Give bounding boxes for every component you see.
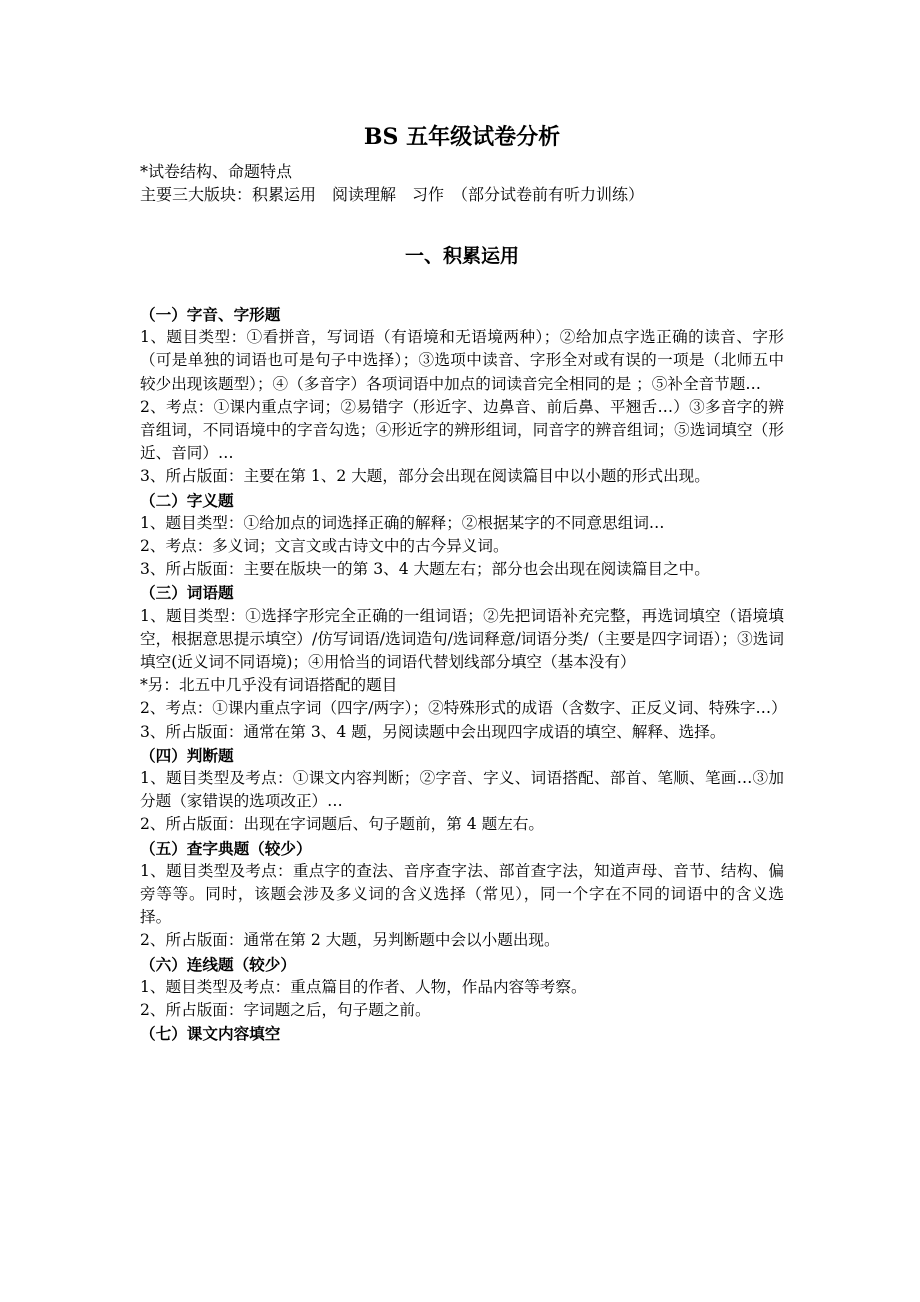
paragraph: 3、所占版面：主要在版块一的第 3、4 大题左右；部分也会出现在阅读篇目之中。 — [140, 560, 710, 579]
paragraph: 2、考点：多义词；文言文或古诗文中的古今异义词。 — [140, 537, 509, 556]
paragraph: 3、所占版面：通常在第 3、4 题，另阅读题中会出现四字成语的填空、解释、选择。 — [140, 722, 726, 741]
paragraph: 1、题目类型：①给加点的词选择正确的解释；②根据某字的不同意思组词… — [140, 513, 665, 532]
paragraph: 2、所占版面：通常在第 2 大题，另判断题中会以小题出现。 — [140, 931, 560, 950]
paragraph: 2、考点：①课内重点字词（四字/两字）；②特殊形式的成语（含数字、正反义词、特殊字…） — [140, 699, 787, 718]
subsection-heading: （一）字音、字形题 — [140, 305, 281, 324]
paragraph: 1、题目类型及考点：①课文内容判断；②字音、字义、词语搭配、部首、笔顺、笔画…③加分题（家错误的选项改正）… — [140, 769, 784, 811]
paragraph: 2、所占版面：出现在字词题后、句子题前，第 4 题左右。 — [140, 815, 545, 834]
subsection-heading: （四）判断题 — [140, 745, 234, 765]
paragraph: 2、所占版面：字词题之后，句子题之前。 — [140, 1001, 431, 1020]
document-body — [140, 303, 787, 1046]
document-title: BS 五年级试卷分析 — [363, 124, 561, 150]
subsection-heading: （三）词语题 — [140, 583, 234, 603]
subsection-heading: （五）查字典题（较少） — [140, 838, 312, 858]
document-intro — [140, 160, 784, 206]
section-title: 一、积累运用 — [404, 245, 519, 267]
subsection-heading: （七）课文内容填空 — [140, 1024, 281, 1044]
paragraph: 1、题目类型：①看拼音，写词语（有语境和无语境两种）；②给加点字选正确的读音、字形（可是单独的词语也可是句子中选择）；③选项中读音、字形全对或有误的一项是（北师五中较少出现该题型）；④（多音字）各项词语中加点的词读音完全相同的是 ；⑤补全音节题… — [140, 328, 784, 393]
intro-line: 主要三大版块：积累运用 阅读理解 习作 （部分试卷前有听力训练） — [140, 185, 645, 204]
paragraph: 3、所占版面：主要在第 1、2 大题，部分会出现在阅读篇目中以小题的形式出现。 — [140, 467, 710, 486]
paragraph: *另：北五中几乎没有词语搭配的题目 — [140, 676, 398, 695]
intro-line: *试卷结构、命题特点 — [140, 162, 293, 181]
paragraph: 2、考点：①课内重点字词；②易错字（形近字、边鼻音、前后鼻、平翘舌…）③多音字的辨音组词，不同语境中的字音勾选；④形近字的辨形组词，同音字的辨音组词；⑤选词填空（形近、音同）… — [140, 397, 784, 463]
paragraph: 1、题目类型及考点：重点篇目的作者、人物，作品内容等考察。 — [140, 977, 587, 996]
subsection-heading: （二）字义题 — [140, 490, 234, 510]
paragraph: 1、题目类型：①选择字形完全正确的一组词语；②先把词语补充完整，再选词填空（语境填空，根据意思提示填空）/仿写词语/选词造句/选词释意/词语分类/（主要是四字词语）；③选词填空(近义词不同语境)；④用恰当的词语代替划线部分填空（基本没有） — [140, 606, 784, 672]
paragraph: 1、题目类型及考点：重点字的查法、音序查字法、部首查字法，知道声母、音节、结构、偏旁等等。同时，该题会涉及多义词的含义选择（常见），同一个字在不同的词语中的含义选择。 — [140, 861, 784, 927]
subsection-heading: （六）连线题（较少） — [140, 954, 296, 974]
